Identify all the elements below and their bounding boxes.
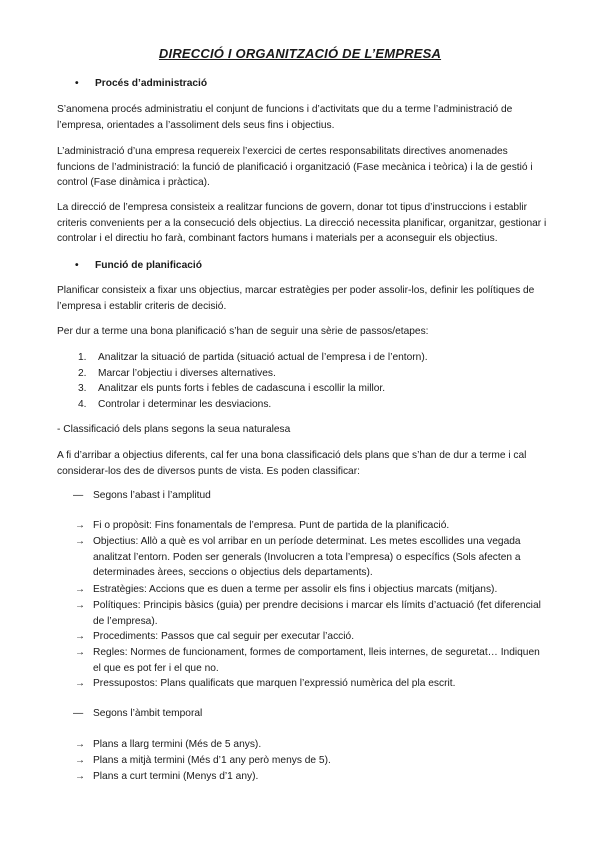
list-item: 2. Marcar l’objectiu i diverses alternatives. (78, 368, 276, 379)
list-item: → Regles: Normes de funcionament, formes de comportament, lleis internes, de seguretat… Indiquen el que es pot fer i el que no. (75, 645, 545, 676)
list-item: → Pressupostos: Plans qualificats que marquen l’expressió numèrica del pla escrit. (75, 676, 545, 692)
bullet-icon: • (75, 78, 79, 89)
list-item: → Plans a curt termini (Menys d’1 any). (75, 769, 545, 785)
list-item: 1. Analitzar la situació de partida (situació actual de l’empresa i de l’entorn). (78, 352, 428, 363)
arrow-right-icon: → (75, 600, 85, 611)
paragraph: S’anomena procés administratiu el conjunt de funcions i d’activitats que du a terme l’administració de l’empresa, orientades a l’assoliment dels seus fins i objectius. (57, 104, 513, 131)
group-heading-abast: — Segons l’abast i l’amplitud (73, 488, 211, 504)
section-heading-planificacio: • Funció de planificació (75, 258, 202, 274)
list-item: → Estratègies: Accions que es duen a terme per assolir els fins i objectius marcats (mitjans). (75, 582, 545, 598)
group-heading-ambit: — Segons l’àmbit temporal (73, 706, 202, 722)
arrow-right-icon: → (75, 584, 85, 595)
arrow-right-icon: → (75, 755, 85, 766)
arrow-right-icon: → (75, 678, 85, 689)
arrow-right-icon: → (75, 520, 85, 531)
paragraph: Per dur a terme una bona planificació s’han de seguir una sèrie de passos/etapes: (57, 326, 429, 337)
section-heading-administracio: • Procés d’administració (75, 76, 207, 92)
list-item: → Plans a mitjà termini (Més d’1 any però menys de 5). (75, 753, 545, 769)
dash-icon: — (73, 708, 84, 719)
subheading: - Classificació dels plans segons la seua naturalesa (57, 424, 291, 435)
list-item: → Objectius: Allò a què es vol arribar en un període determinat. Les metes escollides una vegada analitzat l’entorn. Poden ser generals (Involucren a tota l’empresa) o específics (Sols afecten a determinades àrees, seccions o objectius dels departaments). (75, 534, 545, 581)
paragraph: Planificar consisteix a fixar uns objectius, marcar estratègies per poder assolir-los, definir les polítiques de l’empresa i establir criteris de decisió. (57, 285, 535, 312)
dash-icon: — (73, 490, 84, 501)
document-title: DIRECCIÓ I ORGANITZACIÓ DE L’EMPRESA (158, 46, 442, 61)
list-item: → Plans a llarg termini (Més de 5 anys). (75, 737, 545, 753)
arrow-right-icon: → (75, 739, 85, 750)
arrow-right-icon: → (75, 631, 85, 642)
list-item: → Procediments: Passos que cal seguir per executar l’acció. (75, 629, 545, 645)
paragraph: A fi d’arribar a objectius diferents, cal fer una bona classificació dels plans que s’han de dur a terme i cal considerar-los des de diversos punts de vista. Es poden classificar: (57, 450, 527, 477)
arrow-right-icon: → (75, 647, 85, 658)
list-item: 4. Controlar i determinar les desviacions. (78, 399, 272, 410)
arrow-right-icon: → (75, 536, 85, 547)
list-item: → Polítiques: Principis bàsics (guia) per prendre decisions i marcar els límits d’actuació (fet diferencial de l’empresa). (75, 598, 545, 629)
paragraph: La direcció de l’empresa consisteix a realitzar funcions de govern, donar tot tipus d’instruccions i establir criteris convenients per a la consecució dels objectius. La direcció necessita planificar, organitzar, gestionar i controlar i el directiu ho farà, combinant factors humans i materials per a aconseguir els objectius. (57, 202, 547, 244)
list-item: 3. Analitzar els punts forts i febles de cadascuna i escollir la millor. (78, 383, 386, 394)
arrow-right-icon: → (75, 771, 85, 782)
list-item: → Fi o propòsit: Fins fonamentals de l’empresa. Punt de partida de la planificació. (75, 518, 545, 534)
bullet-icon: • (75, 260, 79, 271)
paragraph: L’administració d’una empresa requereix l’exercici de certes responsabilitats directives anomenades funcions de l’administració: la funció de planificació i organització (Fase mecànica i teòrica) i la de gestió i control (Fase dinàmica i pràctica). (57, 146, 533, 188)
